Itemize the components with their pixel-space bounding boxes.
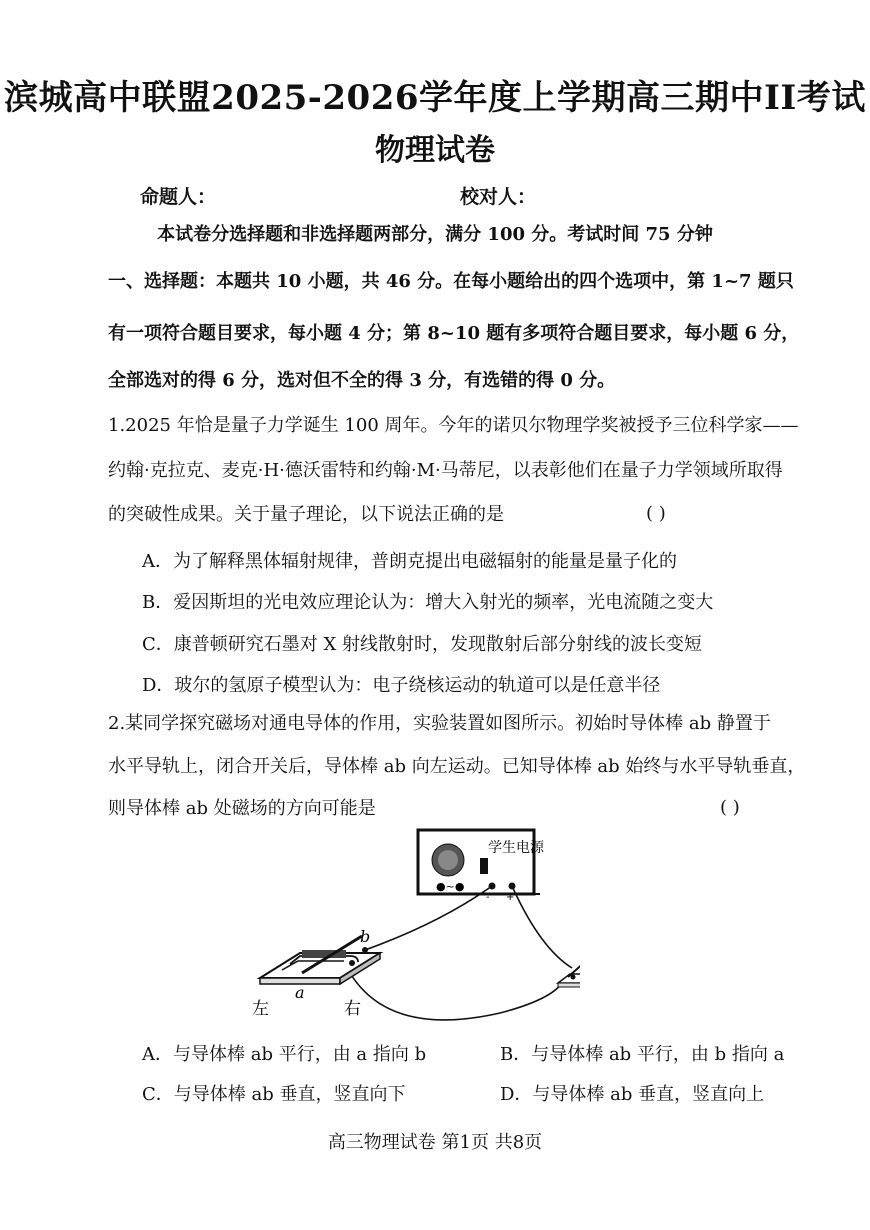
exam-info: 本试卷分选择题和非选择题两部分，满分 100 分。考试时间 75 分钟 (157, 224, 713, 245)
q2-line3: 则导体棒 ab 处磁场的方向可能是 (108, 798, 376, 819)
exam-title: 滨城高中联盟2025-2026学年度上学期高三期中II考试 (4, 78, 866, 118)
page-footer: 高三物理试卷 第1页 共8页 (327, 1132, 543, 1153)
q1-option-a: A．为了解释黑体辐射规律，普朗克提出电磁辐射的能量是量子化的 (142, 551, 677, 572)
q1-line3: 的突破性成果。关于量子理论，以下说法正确的是 (108, 504, 504, 525)
q2-option-a: A．与导体棒 ab 平行，由 a 指向 b (142, 1044, 427, 1065)
q1-answer-bracket: ( ) (646, 503, 666, 524)
q2-option-b: B．与导体棒 ab 平行，由 b 指向 a (500, 1044, 785, 1065)
q2-option-c: C．与导体棒 ab 垂直，竖直向下 (142, 1084, 406, 1105)
section1-line3: 全部选对的得 6 分，选对但不全的得 3 分，有选错的得 0 分。 (108, 370, 616, 391)
wire-return (350, 973, 562, 1020)
q1-option-b: B．爱因斯坦的光电效应理论认为：增大入射光的频率，光电流随之变大 (142, 592, 714, 613)
wire-to-b (365, 886, 492, 950)
plus-label: + (506, 892, 515, 903)
label-a: a (295, 983, 305, 1002)
section1-line2: 有一项符合题目要求，每小题 4 分；第 8~10 题有多项符合题目要求，每小题 6 分， (108, 323, 800, 344)
q2-line1: 2.某同学探究磁场对通电导体的作用，实验装置如图所示。初始时导体棒 ab 静置于 (108, 713, 771, 734)
label-left: 左 (252, 999, 269, 1019)
power-supply-label: 学生电源 (488, 840, 544, 856)
q1-option-c: C．康普顿研究石墨对 X 射线散射时，发现散射后部分射线的波长变短 (142, 634, 703, 655)
exam-subtitle: 物理试卷 (375, 133, 495, 168)
label-b: b (360, 927, 371, 946)
ac-terminals: ●~● (436, 880, 465, 893)
q1-line2: 约翰·克拉克、麦克·H·德沃雷特和约翰·M·马蒂尼，以表彰他们在量子力学领域所取得 (108, 460, 783, 481)
q2-answer-bracket: ( ) (720, 797, 740, 818)
experiment-diagram (240, 828, 580, 1028)
rail-platform (260, 927, 380, 1002)
q1-line1: 1.2025 年恰是量子力学诞生 100 周年。今年的诺贝尔物理学奖被授予三位科学家—— (108, 415, 799, 436)
switch-indicator (480, 858, 488, 874)
label-right: 右 (344, 999, 361, 1019)
wire-to-switch (512, 886, 572, 968)
power-supply (418, 830, 545, 903)
minus-label: - (486, 892, 490, 903)
author-label: 命题人： (140, 186, 217, 208)
q2-line2: 水平导轨上，闭合开关后，导体棒 ab 向左运动。已知导体棒 ab 始终与水平导轨垂直， (108, 756, 806, 777)
checker-label: 校对人： (460, 186, 537, 208)
section1-line1: 一、选择题：本题共 10 小题，共 46 分。在每小题给出的四个选项中，第 1~7 题只 (108, 271, 794, 292)
q1-option-d: D．玻尔的氢原子模型认为：电子绕核运动的轨道可以是任意半径 (142, 675, 661, 696)
q2-option-d: D．与导体棒 ab 垂直，竖直向上 (500, 1084, 765, 1105)
